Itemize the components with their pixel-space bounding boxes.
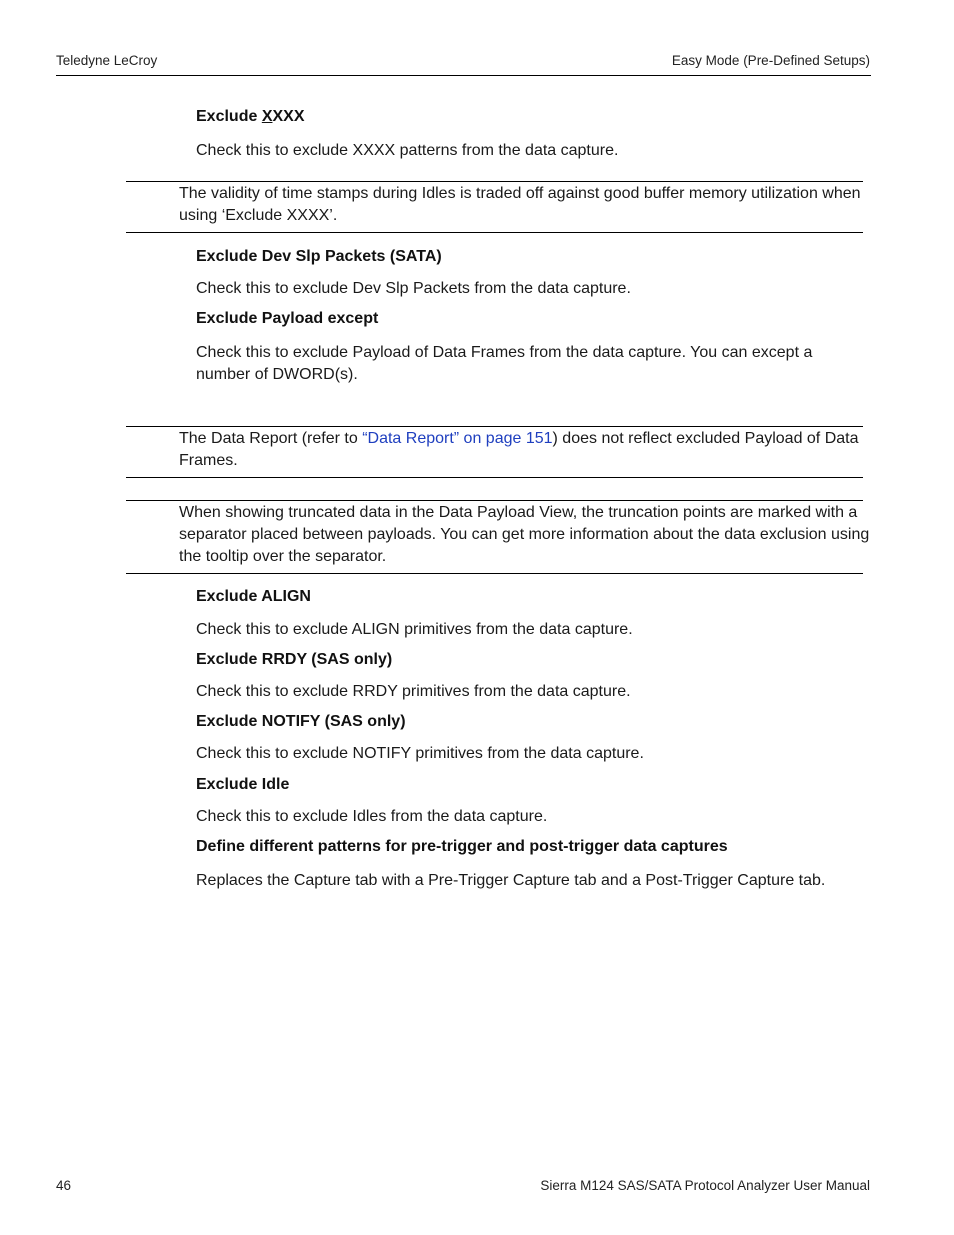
body-exclude-devslp: Check this to exclude Dev Slp Packets from the data capture. (196, 280, 631, 297)
body-exclude-payload: Check this to exclude Payload of Data Frames from the data capture. You can except a number of DWORD(s). (196, 344, 813, 383)
note-text: ) does not reflect excluded Payload of Data Frames. (179, 430, 859, 469)
note-data-report (179, 428, 871, 472)
heading-exclude-align: Exclude ALIGN (196, 588, 311, 605)
heading-prefix: Exclude (196, 108, 262, 125)
note-text: The Data Report (refer to (179, 430, 363, 447)
note-rule-bottom (126, 232, 863, 233)
body-exclude-idle: Check this to exclude Idles from the data capture. (196, 808, 548, 825)
header-rule (56, 75, 871, 76)
heading-define-patterns: Define different patterns for pre-trigger and post-trigger data captures (196, 838, 728, 855)
running-header-right: Easy Mode (Pre-Defined Setups) (671, 53, 870, 68)
body-exclude-align: Check this to exclude ALIGN primitives from the data capture. (196, 621, 633, 638)
page-number: 46 (56, 1178, 72, 1193)
body-exclude-rrdy: Check this to exclude RRDY primitives from the data capture. (196, 683, 631, 700)
note-truncation: When showing truncated data in the Data Payload View, the truncation points are marked with a separator placed between payloads. You can get more information about the data exclusion using the tooltip over the separator. (179, 504, 870, 565)
body-define-patterns: Replaces the Capture tab with a Pre-Trigger Capture tab and a Post-Trigger Capture tab. (196, 872, 826, 889)
running-footer-title: Sierra M124 SAS/SATA Protocol Analyzer User Manual (540, 1178, 870, 1193)
heading-exclude-idle: Exclude Idle (196, 776, 290, 793)
body-exclude-xxxx: Check this to exclude XXXX patterns from the data capture. (196, 142, 619, 159)
heading-exclude-notify: Exclude NOTIFY (SAS only) (196, 713, 406, 730)
heading-exclude-xxxx (196, 108, 305, 126)
heading-exclude-payload: Exclude Payload except (196, 310, 379, 327)
note-rule-top (126, 181, 863, 182)
body-exclude-notify: Check this to exclude NOTIFY primitives from the data capture. (196, 745, 644, 762)
note-rule-top (126, 500, 863, 501)
note-timestamps: The validity of time stamps during Idles is traded off against good buffer memory utilization when using ‘Exclude XXXX’. (179, 185, 861, 224)
note-rule-bottom (126, 477, 863, 478)
heading-exclude-rrdy: Exclude RRDY (SAS only) (196, 651, 393, 668)
note-rule-top (126, 426, 863, 427)
heading-accelerator: X (261, 108, 273, 125)
data-report-link[interactable]: “Data Report” on page 151 (362, 430, 553, 447)
heading-rest: XXX (272, 108, 305, 125)
running-header-left: Teledyne LeCroy (56, 53, 158, 68)
note-rule-bottom (126, 573, 863, 574)
heading-exclude-devslp: Exclude Dev Slp Packets (SATA) (196, 248, 442, 265)
